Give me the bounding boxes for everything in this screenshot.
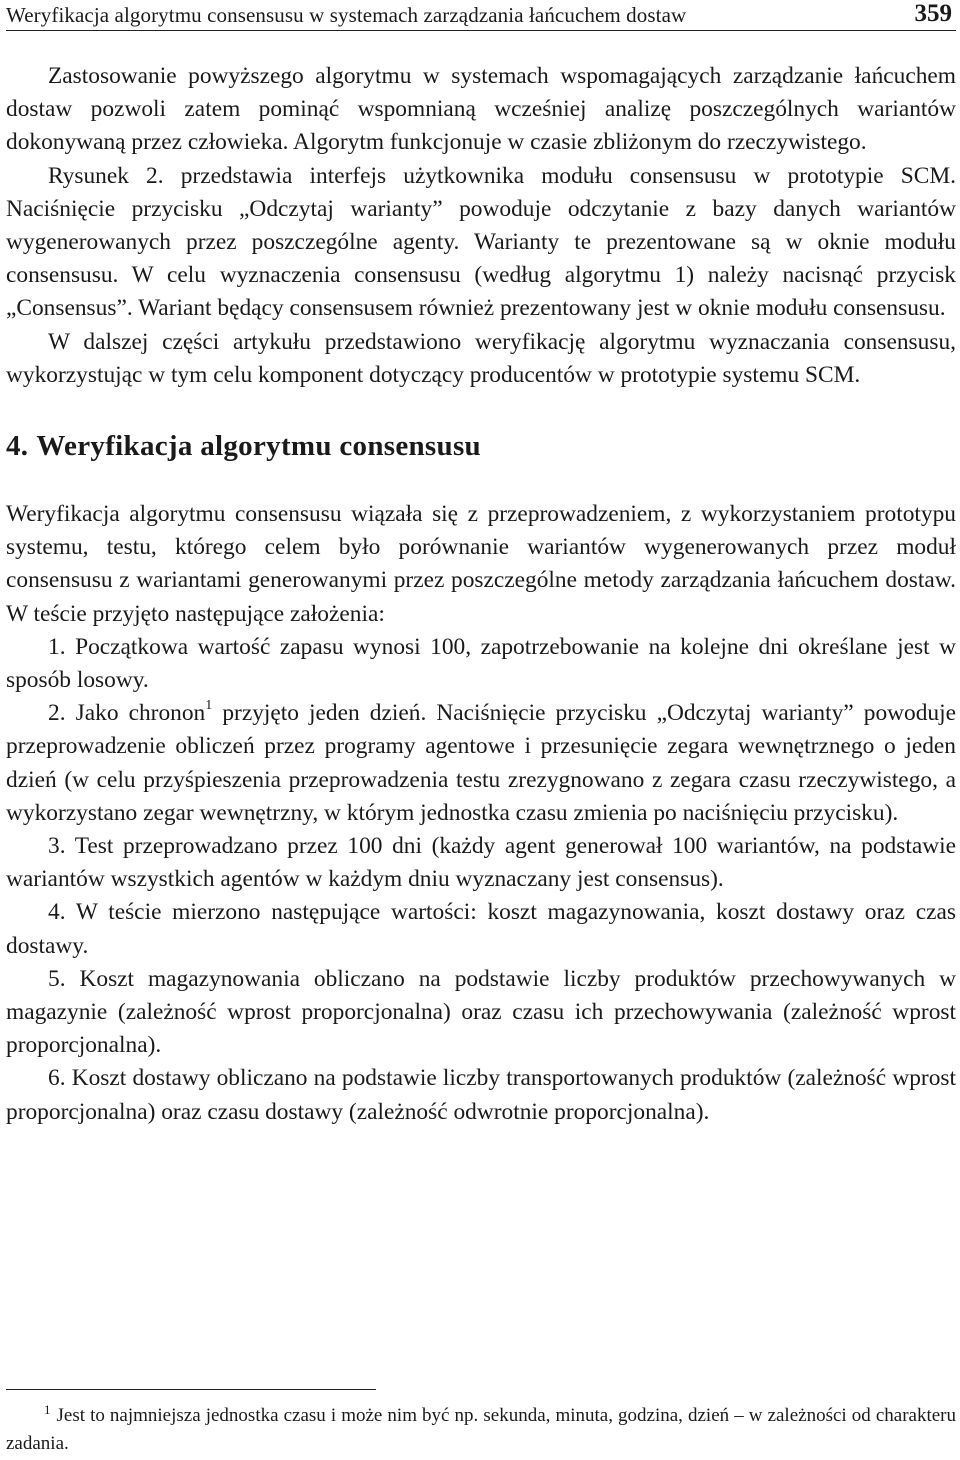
list-item — [6, 1062, 956, 1128]
section-heading — [6, 428, 956, 464]
section-number: 4. — [6, 430, 29, 463]
running-header — [6, 0, 956, 31]
list-item — [6, 963, 956, 1063]
list-item-number: 3. — [48, 833, 66, 860]
list-item-text: Początkowa wartość zapasu wynosi 100, zapotrzebowanie na kolejne dni określane jest w sposób losowy. — [6, 633, 956, 694]
footnote-mark: 1 — [44, 1401, 51, 1417]
section-title: Weryfikacja algorytmu consensusu — [36, 430, 481, 463]
footnote-ref[interactable]: 1 — [205, 698, 213, 714]
footnote-text: Jest to najmniejsza jednostka czasu i może nim być np. sekunda, minuta, godzina, dzień – w zależności od charakteru zadania. — [6, 1405, 956, 1454]
list-item-text: Koszt dostawy obliczano na podstawie liczby transportowanych produktów (zależność wprost proporcjonalna) oraz czasu dostawy (zależność odwrotnie proporcjonalna). — [6, 1065, 956, 1125]
running-title: Weryfikacja algorytmu consensusu w systemach zarządzania łańcuchem dostaw — [6, 3, 687, 27]
list-item-number: 4. — [48, 899, 66, 926]
list-item-text: W teście mierzono następujące wartości: koszt magazynowania, koszt dostawy oraz czas dostawy. — [6, 899, 956, 959]
list-item-text: Jako chronon — [75, 700, 206, 727]
paragraph: Rysunek 2. przedstawia interfejs użytkownika modułu consensusu w prototypie SCM. Naciśnięcie przycisku „Odczytaj warianty” powoduje odczytanie z bazy danych wariantów wygenerowanych przez poszczególne agenty. Warianty te prezentowane są w oknie modułu consensusu. W celu wyznaczenia consensusu (według algorytmu 1) należy nacisnąć przycisk „Consensus”. Wariant będący consensusem również prezentowany jest w oknie modułu consensusu. — [6, 162, 956, 322]
list-item — [6, 896, 956, 962]
list-item — [6, 697, 956, 830]
paragraph: Zastosowanie powyższego algorytmu w systemach wspomagających zarządzanie łańcuchem dostaw pozwoli zatem pominąć wspomnianą wcześniej analizę poszczególnych wariantów dokonywaną przez człowieka. Algorytm funkcjonuje w czasie zbliżonym do rzeczywistego. — [6, 63, 956, 156]
section-intro: Weryfikacja algorytmu consensusu wiązała się z przeprowadzeniem, z wykorzystaniem prototypu systemu, testu, którego celem było porównanie wariantów wygenerowanych przez moduł consensusu z wariantami generowanymi przez poszczególne metody zarządzania łańcuchem dostaw. W teście przyjęto następujące założenia: — [6, 501, 956, 627]
list-item — [6, 631, 956, 697]
footnote-divider — [6, 1389, 376, 1390]
list-item-number: 5. — [48, 965, 66, 992]
list-item-number: 1. — [48, 633, 66, 660]
page-number: 359 — [914, 0, 952, 27]
list-item — [6, 830, 956, 896]
footnote — [6, 1402, 956, 1458]
list-item-text: przyjęto jeden dzień. Naciśnięcie przycisku „Odczytaj warianty” powoduje przeprowadzenie obliczeń przez programy agentowe i przesunięcie zegara wewnętrznego o jeden dzień (w celu przyśpieszenia przeprowadzenia testu zrezygnowano z zegara czasu rzeczywistego, a wykorzystano zegar wewnętrzny, w którym jednostka czasu zmienia po naciśnięciu przycisku). — [6, 700, 956, 826]
list-item-number: 2. — [48, 700, 66, 727]
list-item-text: Koszt magazynowania obliczano na podstawie liczby produktów przechowywanych w magazynie (zależność wprost proporcjonalna) oraz czasu ich przechowywania (zależność wprost proporcjonalna). — [6, 965, 956, 1059]
paragraph: W dalszej części artykułu przedstawiono weryfikację algorytmu wyznaczania consensusu, wykorzystując w tym celu komponent dotyczący producentów w prototypie systemu SCM. — [6, 328, 956, 388]
body-text — [6, 60, 956, 1129]
list-item-number: 6. — [48, 1065, 66, 1092]
list-item-text: Test przeprowadzano przez 100 dni (każdy agent generował 100 wariantów, na podstawie wariantów wszystkich agentów w każdym dniu wyznaczany jest consensus). — [6, 833, 956, 893]
